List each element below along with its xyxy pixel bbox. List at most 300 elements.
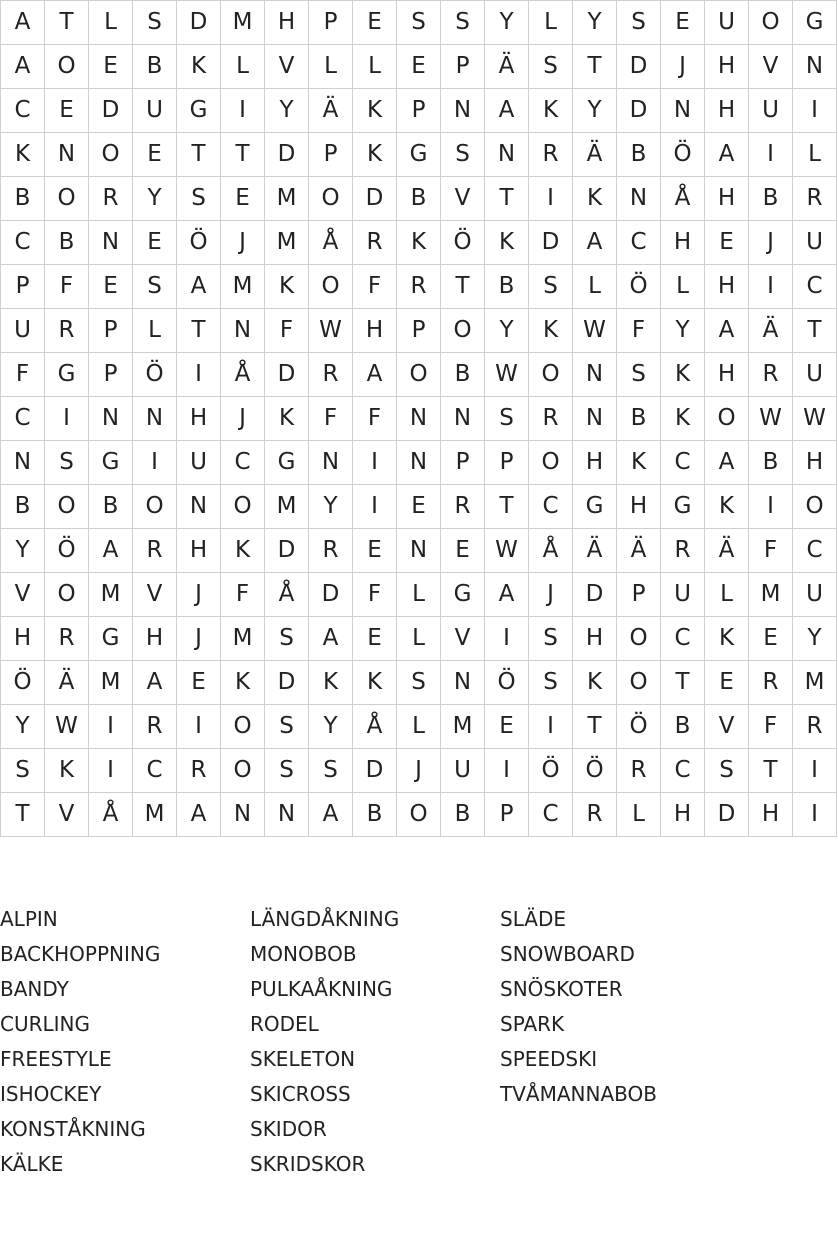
- grid-cell[interactable]: Ö: [573, 749, 617, 793]
- grid-cell[interactable]: E: [133, 221, 177, 265]
- grid-cell[interactable]: N: [441, 89, 485, 133]
- grid-cell[interactable]: Y: [265, 89, 309, 133]
- grid-cell[interactable]: Y: [573, 89, 617, 133]
- grid-cell[interactable]: I: [529, 177, 573, 221]
- grid-cell[interactable]: Y: [485, 1, 529, 45]
- grid-cell[interactable]: E: [133, 133, 177, 177]
- grid-cell[interactable]: S: [309, 749, 353, 793]
- grid-cell[interactable]: W: [45, 705, 89, 749]
- grid-cell[interactable]: S: [441, 133, 485, 177]
- grid-cell[interactable]: E: [89, 45, 133, 89]
- grid-cell[interactable]: E: [89, 265, 133, 309]
- grid-cell[interactable]: R: [749, 353, 793, 397]
- grid-cell[interactable]: T: [573, 45, 617, 89]
- grid-cell[interactable]: I: [177, 705, 221, 749]
- grid-cell[interactable]: W: [793, 397, 837, 441]
- grid-cell[interactable]: I: [529, 705, 573, 749]
- grid-cell[interactable]: S: [529, 45, 573, 89]
- grid-cell[interactable]: D: [265, 133, 309, 177]
- grid-cell[interactable]: N: [573, 397, 617, 441]
- grid-cell[interactable]: M: [133, 793, 177, 837]
- grid-cell[interactable]: T: [45, 1, 89, 45]
- grid-cell[interactable]: I: [133, 441, 177, 485]
- grid-cell[interactable]: N: [265, 793, 309, 837]
- grid-cell[interactable]: F: [353, 397, 397, 441]
- grid-cell[interactable]: A: [1, 1, 45, 45]
- grid-cell[interactable]: D: [353, 177, 397, 221]
- grid-cell[interactable]: H: [705, 177, 749, 221]
- grid-cell[interactable]: I: [749, 133, 793, 177]
- grid-cell[interactable]: E: [177, 661, 221, 705]
- grid-cell[interactable]: S: [485, 397, 529, 441]
- grid-cell[interactable]: P: [485, 793, 529, 837]
- grid-cell[interactable]: H: [177, 529, 221, 573]
- grid-cell[interactable]: N: [221, 793, 265, 837]
- grid-cell[interactable]: G: [661, 485, 705, 529]
- grid-cell[interactable]: U: [749, 89, 793, 133]
- grid-cell[interactable]: D: [265, 661, 309, 705]
- grid-cell[interactable]: H: [705, 353, 749, 397]
- grid-cell[interactable]: I: [353, 485, 397, 529]
- grid-cell[interactable]: T: [661, 661, 705, 705]
- grid-cell[interactable]: D: [177, 1, 221, 45]
- grid-cell[interactable]: J: [221, 397, 265, 441]
- grid-cell[interactable]: V: [45, 793, 89, 837]
- grid-cell[interactable]: B: [749, 177, 793, 221]
- grid-cell[interactable]: I: [749, 265, 793, 309]
- grid-cell[interactable]: I: [749, 485, 793, 529]
- grid-cell[interactable]: K: [705, 485, 749, 529]
- grid-cell[interactable]: G: [573, 485, 617, 529]
- grid-cell[interactable]: B: [441, 793, 485, 837]
- grid-cell[interactable]: F: [1, 353, 45, 397]
- grid-cell[interactable]: S: [177, 177, 221, 221]
- grid-cell[interactable]: R: [793, 177, 837, 221]
- grid-cell[interactable]: B: [397, 177, 441, 221]
- grid-cell[interactable]: H: [705, 265, 749, 309]
- grid-cell[interactable]: H: [749, 793, 793, 837]
- grid-cell[interactable]: R: [133, 529, 177, 573]
- grid-cell[interactable]: W: [309, 309, 353, 353]
- grid-cell[interactable]: B: [485, 265, 529, 309]
- grid-cell[interactable]: F: [221, 573, 265, 617]
- grid-cell[interactable]: M: [265, 485, 309, 529]
- grid-cell[interactable]: P: [397, 309, 441, 353]
- grid-cell[interactable]: Å: [529, 529, 573, 573]
- grid-cell[interactable]: O: [45, 485, 89, 529]
- grid-cell[interactable]: A: [485, 573, 529, 617]
- grid-cell[interactable]: K: [529, 309, 573, 353]
- grid-cell[interactable]: S: [617, 353, 661, 397]
- grid-cell[interactable]: P: [397, 89, 441, 133]
- grid-cell[interactable]: C: [1, 221, 45, 265]
- grid-cell[interactable]: N: [89, 221, 133, 265]
- grid-cell[interactable]: E: [221, 177, 265, 221]
- grid-cell[interactable]: N: [177, 485, 221, 529]
- grid-cell[interactable]: V: [441, 177, 485, 221]
- grid-cell[interactable]: K: [661, 353, 705, 397]
- grid-cell[interactable]: U: [793, 221, 837, 265]
- grid-cell[interactable]: A: [485, 89, 529, 133]
- grid-cell[interactable]: O: [529, 441, 573, 485]
- grid-cell[interactable]: S: [529, 617, 573, 661]
- grid-cell[interactable]: H: [265, 1, 309, 45]
- grid-cell[interactable]: O: [529, 353, 573, 397]
- grid-cell[interactable]: H: [177, 397, 221, 441]
- grid-cell[interactable]: T: [441, 265, 485, 309]
- grid-cell[interactable]: N: [45, 133, 89, 177]
- grid-cell[interactable]: Y: [793, 617, 837, 661]
- grid-cell[interactable]: N: [397, 529, 441, 573]
- grid-cell[interactable]: U: [177, 441, 221, 485]
- grid-cell[interactable]: G: [45, 353, 89, 397]
- grid-cell[interactable]: S: [133, 265, 177, 309]
- grid-cell[interactable]: U: [705, 1, 749, 45]
- grid-cell[interactable]: M: [265, 177, 309, 221]
- grid-cell[interactable]: H: [661, 221, 705, 265]
- grid-cell[interactable]: E: [45, 89, 89, 133]
- grid-cell[interactable]: K: [309, 661, 353, 705]
- grid-cell[interactable]: G: [793, 1, 837, 45]
- grid-cell[interactable]: A: [573, 221, 617, 265]
- grid-cell[interactable]: A: [705, 309, 749, 353]
- grid-cell[interactable]: J: [749, 221, 793, 265]
- grid-cell[interactable]: Ä: [749, 309, 793, 353]
- grid-cell[interactable]: I: [793, 793, 837, 837]
- grid-cell[interactable]: D: [89, 89, 133, 133]
- grid-cell[interactable]: R: [617, 749, 661, 793]
- grid-cell[interactable]: U: [661, 573, 705, 617]
- grid-cell[interactable]: Y: [133, 177, 177, 221]
- grid-cell[interactable]: O: [45, 177, 89, 221]
- grid-cell[interactable]: H: [133, 617, 177, 661]
- grid-cell[interactable]: L: [705, 573, 749, 617]
- grid-cell[interactable]: E: [749, 617, 793, 661]
- grid-cell[interactable]: S: [1, 749, 45, 793]
- grid-cell[interactable]: Ö: [661, 133, 705, 177]
- grid-cell[interactable]: I: [793, 749, 837, 793]
- grid-cell[interactable]: Ö: [485, 661, 529, 705]
- grid-cell[interactable]: B: [45, 221, 89, 265]
- grid-cell[interactable]: H: [573, 617, 617, 661]
- grid-cell[interactable]: N: [133, 397, 177, 441]
- grid-cell[interactable]: M: [89, 661, 133, 705]
- grid-cell[interactable]: N: [573, 353, 617, 397]
- grid-cell[interactable]: Ä: [617, 529, 661, 573]
- grid-cell[interactable]: P: [441, 45, 485, 89]
- grid-cell[interactable]: H: [573, 441, 617, 485]
- grid-cell[interactable]: D: [353, 749, 397, 793]
- grid-cell[interactable]: P: [441, 441, 485, 485]
- grid-cell[interactable]: Å: [309, 221, 353, 265]
- grid-cell[interactable]: P: [309, 133, 353, 177]
- grid-cell[interactable]: S: [265, 749, 309, 793]
- grid-cell[interactable]: K: [661, 397, 705, 441]
- grid-cell[interactable]: R: [529, 133, 573, 177]
- grid-cell[interactable]: R: [529, 397, 573, 441]
- grid-cell[interactable]: S: [265, 617, 309, 661]
- grid-cell[interactable]: S: [617, 1, 661, 45]
- grid-cell[interactable]: R: [177, 749, 221, 793]
- grid-cell[interactable]: T: [573, 705, 617, 749]
- grid-cell[interactable]: U: [1, 309, 45, 353]
- grid-cell[interactable]: E: [353, 1, 397, 45]
- grid-cell[interactable]: E: [705, 661, 749, 705]
- grid-cell[interactable]: O: [221, 749, 265, 793]
- grid-cell[interactable]: W: [573, 309, 617, 353]
- grid-cell[interactable]: A: [705, 133, 749, 177]
- grid-cell[interactable]: D: [705, 793, 749, 837]
- grid-cell[interactable]: S: [441, 1, 485, 45]
- grid-cell[interactable]: C: [1, 397, 45, 441]
- grid-cell[interactable]: G: [265, 441, 309, 485]
- grid-cell[interactable]: Y: [573, 1, 617, 45]
- grid-cell[interactable]: I: [793, 89, 837, 133]
- grid-cell[interactable]: S: [397, 1, 441, 45]
- grid-cell[interactable]: L: [793, 133, 837, 177]
- grid-cell[interactable]: G: [89, 617, 133, 661]
- grid-cell[interactable]: P: [1, 265, 45, 309]
- grid-cell[interactable]: Y: [309, 705, 353, 749]
- grid-cell[interactable]: K: [705, 617, 749, 661]
- grid-cell[interactable]: Å: [89, 793, 133, 837]
- grid-cell[interactable]: I: [485, 617, 529, 661]
- grid-cell[interactable]: T: [177, 309, 221, 353]
- grid-cell[interactable]: A: [133, 661, 177, 705]
- grid-cell[interactable]: O: [45, 573, 89, 617]
- grid-cell[interactable]: Ö: [1, 661, 45, 705]
- grid-cell[interactable]: C: [793, 529, 837, 573]
- grid-cell[interactable]: M: [749, 573, 793, 617]
- grid-cell[interactable]: I: [177, 353, 221, 397]
- grid-cell[interactable]: N: [441, 397, 485, 441]
- grid-cell[interactable]: W: [485, 529, 529, 573]
- grid-cell[interactable]: P: [309, 1, 353, 45]
- grid-cell[interactable]: R: [45, 617, 89, 661]
- grid-cell[interactable]: D: [265, 529, 309, 573]
- grid-cell[interactable]: J: [397, 749, 441, 793]
- grid-cell[interactable]: Y: [485, 309, 529, 353]
- grid-cell[interactable]: B: [89, 485, 133, 529]
- grid-cell[interactable]: H: [705, 45, 749, 89]
- grid-cell[interactable]: E: [441, 529, 485, 573]
- grid-cell[interactable]: Ä: [309, 89, 353, 133]
- grid-cell[interactable]: D: [617, 89, 661, 133]
- grid-cell[interactable]: D: [265, 353, 309, 397]
- grid-cell[interactable]: B: [1, 177, 45, 221]
- grid-cell[interactable]: Å: [221, 353, 265, 397]
- grid-cell[interactable]: H: [617, 485, 661, 529]
- grid-cell[interactable]: Ä: [705, 529, 749, 573]
- grid-cell[interactable]: P: [617, 573, 661, 617]
- grid-cell[interactable]: O: [793, 485, 837, 529]
- grid-cell[interactable]: K: [353, 661, 397, 705]
- grid-cell[interactable]: A: [1, 45, 45, 89]
- grid-cell[interactable]: T: [1, 793, 45, 837]
- grid-cell[interactable]: H: [661, 793, 705, 837]
- grid-cell[interactable]: A: [177, 793, 221, 837]
- grid-cell[interactable]: L: [617, 793, 661, 837]
- grid-cell[interactable]: F: [749, 705, 793, 749]
- grid-cell[interactable]: I: [89, 705, 133, 749]
- grid-cell[interactable]: G: [177, 89, 221, 133]
- grid-cell[interactable]: K: [45, 749, 89, 793]
- grid-cell[interactable]: C: [661, 749, 705, 793]
- grid-cell[interactable]: J: [529, 573, 573, 617]
- grid-cell[interactable]: C: [529, 485, 573, 529]
- grid-cell[interactable]: L: [221, 45, 265, 89]
- grid-cell[interactable]: L: [133, 309, 177, 353]
- grid-cell[interactable]: D: [617, 45, 661, 89]
- grid-cell[interactable]: S: [529, 265, 573, 309]
- grid-cell[interactable]: Ö: [133, 353, 177, 397]
- grid-cell[interactable]: R: [309, 529, 353, 573]
- grid-cell[interactable]: D: [529, 221, 573, 265]
- grid-cell[interactable]: B: [617, 397, 661, 441]
- grid-cell[interactable]: L: [661, 265, 705, 309]
- grid-cell[interactable]: O: [397, 793, 441, 837]
- grid-cell[interactable]: U: [793, 353, 837, 397]
- grid-cell[interactable]: O: [221, 485, 265, 529]
- grid-cell[interactable]: I: [221, 89, 265, 133]
- grid-cell[interactable]: U: [441, 749, 485, 793]
- grid-cell[interactable]: S: [705, 749, 749, 793]
- grid-cell[interactable]: B: [133, 45, 177, 89]
- grid-cell[interactable]: O: [309, 265, 353, 309]
- grid-cell[interactable]: L: [529, 1, 573, 45]
- grid-cell[interactable]: Ä: [45, 661, 89, 705]
- grid-cell[interactable]: R: [441, 485, 485, 529]
- grid-cell[interactable]: P: [89, 309, 133, 353]
- grid-cell[interactable]: J: [177, 617, 221, 661]
- grid-cell[interactable]: I: [353, 441, 397, 485]
- grid-cell[interactable]: Y: [1, 529, 45, 573]
- grid-cell[interactable]: H: [1, 617, 45, 661]
- grid-cell[interactable]: R: [573, 793, 617, 837]
- grid-cell[interactable]: K: [353, 133, 397, 177]
- grid-cell[interactable]: O: [397, 353, 441, 397]
- grid-cell[interactable]: Å: [353, 705, 397, 749]
- grid-cell[interactable]: N: [617, 177, 661, 221]
- grid-cell[interactable]: J: [221, 221, 265, 265]
- grid-cell[interactable]: T: [749, 749, 793, 793]
- grid-cell[interactable]: K: [177, 45, 221, 89]
- grid-cell[interactable]: K: [265, 397, 309, 441]
- grid-cell[interactable]: G: [397, 133, 441, 177]
- grid-cell[interactable]: R: [45, 309, 89, 353]
- grid-cell[interactable]: R: [749, 661, 793, 705]
- grid-cell[interactable]: Ä: [485, 45, 529, 89]
- grid-cell[interactable]: Ö: [617, 705, 661, 749]
- grid-cell[interactable]: F: [353, 573, 397, 617]
- grid-cell[interactable]: E: [705, 221, 749, 265]
- grid-cell[interactable]: M: [265, 221, 309, 265]
- grid-cell[interactable]: C: [661, 617, 705, 661]
- grid-cell[interactable]: T: [485, 485, 529, 529]
- grid-cell[interactable]: T: [793, 309, 837, 353]
- grid-cell[interactable]: V: [133, 573, 177, 617]
- grid-cell[interactable]: K: [265, 265, 309, 309]
- grid-cell[interactable]: B: [353, 793, 397, 837]
- grid-cell[interactable]: Y: [1, 705, 45, 749]
- grid-cell[interactable]: T: [177, 133, 221, 177]
- grid-cell[interactable]: E: [353, 529, 397, 573]
- grid-cell[interactable]: N: [309, 441, 353, 485]
- grid-cell[interactable]: E: [397, 45, 441, 89]
- grid-cell[interactable]: C: [1, 89, 45, 133]
- grid-cell[interactable]: O: [617, 661, 661, 705]
- grid-cell[interactable]: T: [485, 177, 529, 221]
- grid-cell[interactable]: Ö: [177, 221, 221, 265]
- grid-cell[interactable]: G: [89, 441, 133, 485]
- grid-cell[interactable]: E: [485, 705, 529, 749]
- grid-cell[interactable]: F: [749, 529, 793, 573]
- grid-cell[interactable]: L: [309, 45, 353, 89]
- grid-cell[interactable]: A: [177, 265, 221, 309]
- grid-cell[interactable]: B: [749, 441, 793, 485]
- grid-cell[interactable]: O: [441, 309, 485, 353]
- grid-cell[interactable]: K: [617, 441, 661, 485]
- grid-cell[interactable]: E: [661, 1, 705, 45]
- grid-cell[interactable]: R: [397, 265, 441, 309]
- grid-cell[interactable]: L: [397, 617, 441, 661]
- grid-cell[interactable]: G: [441, 573, 485, 617]
- grid-cell[interactable]: N: [485, 133, 529, 177]
- grid-cell[interactable]: K: [485, 221, 529, 265]
- grid-cell[interactable]: K: [529, 89, 573, 133]
- grid-cell[interactable]: A: [353, 353, 397, 397]
- grid-cell[interactable]: D: [309, 573, 353, 617]
- grid-cell[interactable]: M: [221, 265, 265, 309]
- grid-cell[interactable]: O: [133, 485, 177, 529]
- grid-cell[interactable]: W: [485, 353, 529, 397]
- grid-cell[interactable]: M: [793, 661, 837, 705]
- grid-cell[interactable]: S: [45, 441, 89, 485]
- grid-cell[interactable]: R: [133, 705, 177, 749]
- grid-cell[interactable]: J: [177, 573, 221, 617]
- grid-cell[interactable]: N: [397, 441, 441, 485]
- grid-cell[interactable]: K: [397, 221, 441, 265]
- grid-cell[interactable]: Ä: [573, 529, 617, 573]
- grid-cell[interactable]: A: [309, 617, 353, 661]
- grid-cell[interactable]: B: [441, 353, 485, 397]
- grid-cell[interactable]: A: [89, 529, 133, 573]
- grid-cell[interactable]: I: [89, 749, 133, 793]
- grid-cell[interactable]: Ä: [573, 133, 617, 177]
- grid-cell[interactable]: P: [89, 353, 133, 397]
- grid-cell[interactable]: N: [397, 397, 441, 441]
- grid-cell[interactable]: K: [353, 89, 397, 133]
- grid-cell[interactable]: K: [221, 661, 265, 705]
- grid-cell[interactable]: C: [221, 441, 265, 485]
- grid-cell[interactable]: K: [221, 529, 265, 573]
- grid-cell[interactable]: W: [749, 397, 793, 441]
- grid-cell[interactable]: O: [617, 617, 661, 661]
- grid-cell[interactable]: H: [705, 89, 749, 133]
- grid-cell[interactable]: M: [441, 705, 485, 749]
- grid-cell[interactable]: Å: [661, 177, 705, 221]
- grid-cell[interactable]: U: [133, 89, 177, 133]
- grid-cell[interactable]: L: [397, 705, 441, 749]
- grid-cell[interactable]: C: [661, 441, 705, 485]
- grid-cell[interactable]: E: [353, 617, 397, 661]
- grid-cell[interactable]: Y: [309, 485, 353, 529]
- grid-cell[interactable]: R: [89, 177, 133, 221]
- grid-cell[interactable]: V: [1, 573, 45, 617]
- grid-cell[interactable]: R: [309, 353, 353, 397]
- grid-cell[interactable]: N: [89, 397, 133, 441]
- grid-cell[interactable]: O: [705, 397, 749, 441]
